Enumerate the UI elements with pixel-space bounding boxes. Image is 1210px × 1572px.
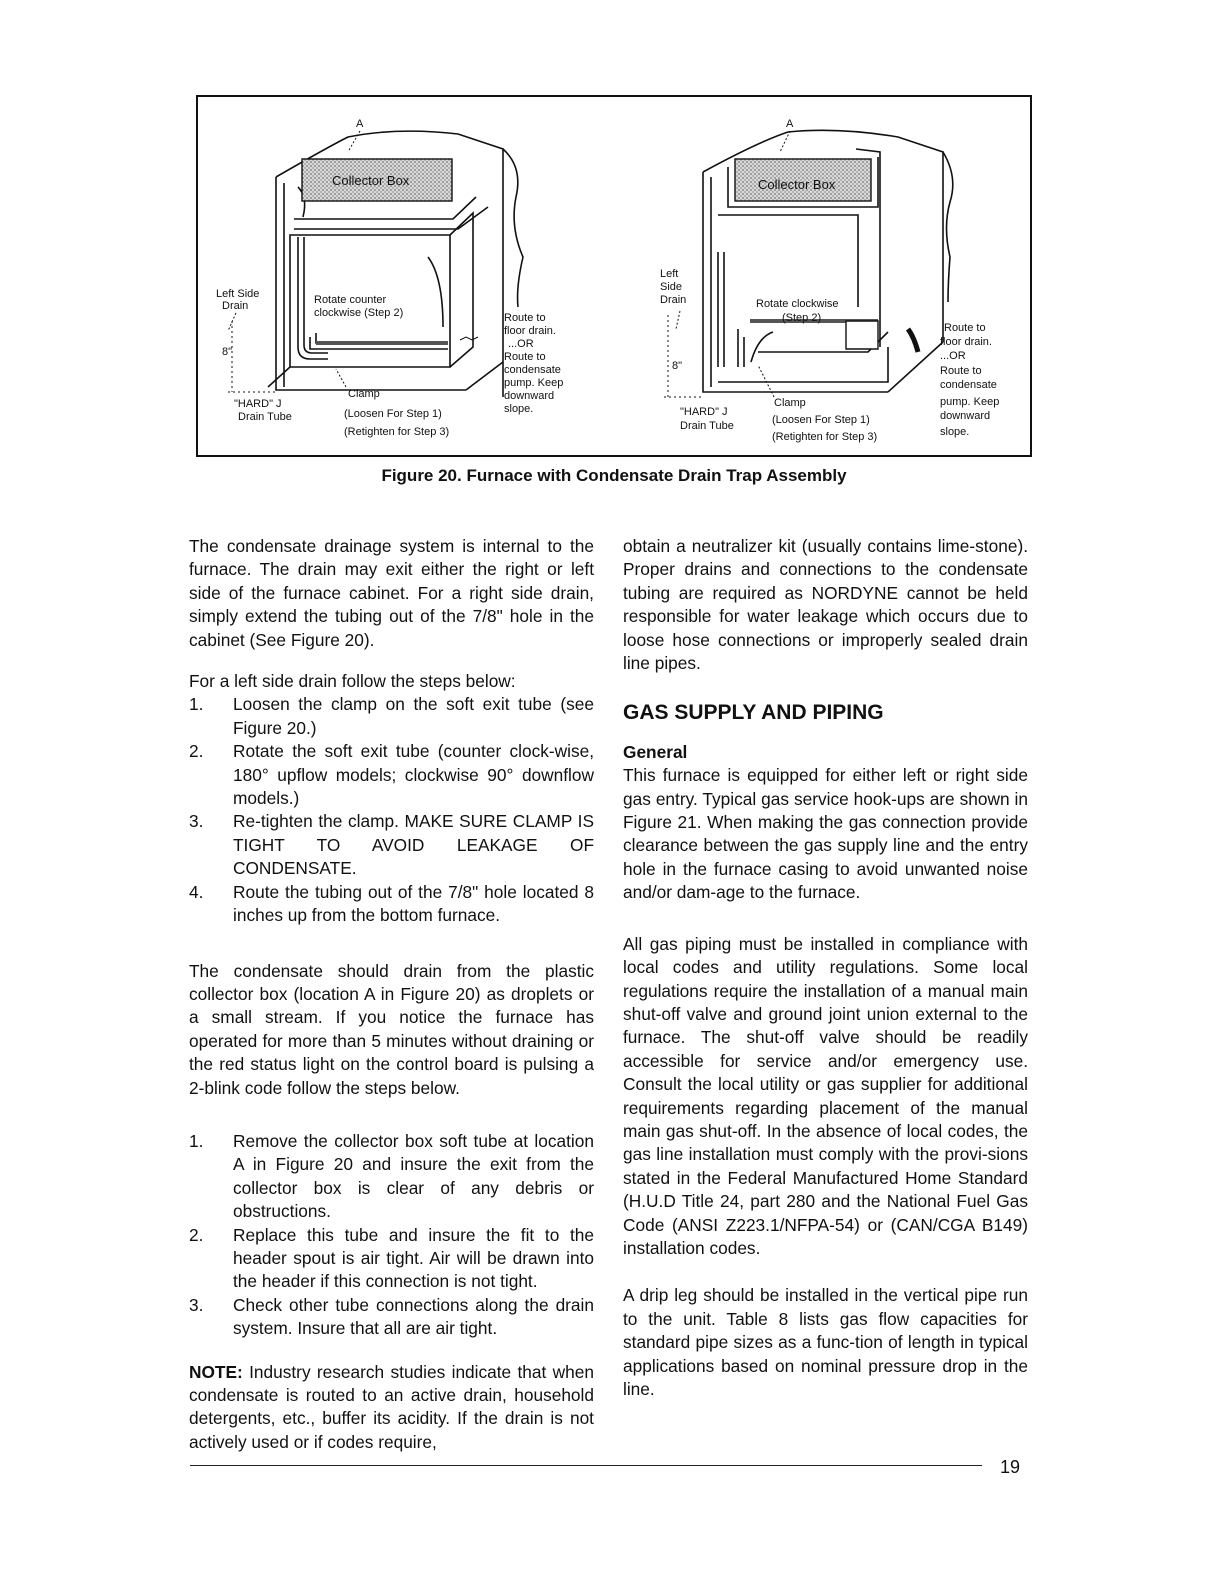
left-route-l7: downward <box>504 390 555 402</box>
left-clamp-l3: (Retighten for Step 3) <box>344 426 450 438</box>
list-item <box>189 1130 594 1224</box>
right-route-l7: downward <box>940 410 991 422</box>
right-route-l2: floor drain. <box>940 336 992 348</box>
left-route-l2: floor drain. <box>504 325 556 337</box>
condensate-paragraph: The condensate should drain from the plastic collector box (location A in Figure 20) as droplets or a small stream. If you notice the furnace has operated for more than 5 minutes without draining or the red status light on the control board is pulsing a 2-blink code follow the steps below. <box>189 960 594 1098</box>
section-heading: GAS SUPPLY AND PIPING <box>623 701 884 725</box>
right-side-drain-l3: Drain <box>660 294 687 306</box>
right-side-drain-l2: Side <box>660 281 683 293</box>
right-drain-tube-l1: "HARD" J <box>680 406 728 418</box>
left-point-a: A <box>356 118 364 130</box>
left-route-l1: Route to <box>504 312 546 324</box>
continued-paragraph: obtain a neutralizer kit (usually contains lime-stone). Proper drains and connections to the condensate tubing are required as NORDYNE cannot be held responsible for water leakage which occurs due to loose hose connections or improperly sealed drain line pipes. <box>623 536 1028 674</box>
step-number: 1. <box>189 694 204 715</box>
left-drain-tube-l2: Drain Tube <box>238 411 292 423</box>
step-number: 2. <box>189 1224 204 1245</box>
left-column <box>189 535 594 1454</box>
left-clamp-l2: (Loosen For Step 1) <box>344 408 442 420</box>
right-clamp-l2: (Loosen For Step 1) <box>772 414 870 426</box>
right-route-l4: Route to <box>940 365 982 377</box>
right-route-l8: slope. <box>940 426 970 438</box>
footer-rule <box>190 1465 982 1466</box>
general-paragraph: This furnace is equipped for either left or right side gas entry. Typical gas service hook-ups are shown in Figure 21. When making the gas connection provide clearance between the gas supply line and the entry hole in the furnace casing to avoid unwanted noise and/or dam-age to the furnace. <box>623 765 1028 903</box>
left-rotate-l2: clockwise (Step 2) <box>314 307 404 319</box>
page-number: 19 <box>1000 1457 1021 1477</box>
right-column <box>623 535 1028 1401</box>
intro-paragraph: The condensate drainage system is internal to the furnace. The drain may exit either the right or left side of the furnace cabinet. For a right side drain, simply extend the tubing out of the 7/8" hole in the cabinet (See Figure 20). <box>189 536 594 650</box>
steps-intro: For a left side drain follow the steps below: <box>189 671 516 692</box>
step-text: Rotate the soft exit tube (counter clock-wise, 180° upflow models; clockwise 90° downflow models.) <box>233 741 594 809</box>
troubleshoot-steps <box>189 1130 594 1341</box>
note-text: Industry research studies indicate that when condensate is routed to an active drain, household detergents, etc., buffer its acidity. If the drain is not actively used or if codes require, <box>189 1361 594 1452</box>
figure-20 <box>196 95 1032 457</box>
right-clamp-l3: (Retighten for Step 3) <box>772 431 878 443</box>
step-number: 4. <box>189 881 204 902</box>
left-collector-label: Collector Box <box>332 173 410 188</box>
piping-paragraph: All gas piping must be installed in compliance with local codes and utility regulations. Some local regulations require the installation of a manual main shut-off valve and ground joint union external to the furnace. The shut-off valve should be readily accessible for service and/or emergency use. Consult the local utility or gas supplier for additional requirements regarding placement of the manual main gas shut-off. In the absence of local codes, the gas line installation must comply with the provi-sions stated in the Federal Manufactured Home Standard (H.U.D Title 24, part 280 and the National Fuel Gas Code (ANSI Z223.1/NFPA-54) or (CAN/CGA B149) installation codes. <box>623 933 1028 1258</box>
note-label: NOTE: <box>189 1361 243 1382</box>
left-drain-steps <box>189 693 594 927</box>
subheading: General <box>623 741 688 762</box>
right-route-l1: Route to <box>944 322 986 334</box>
step-text: Replace this tube and insure the fit to the header spout is air tight. Air will be drawn into the header if this connection is not tight. <box>233 1224 594 1292</box>
left-route-l3: ...OR <box>508 338 534 350</box>
left-drain-tube-l1: "HARD" J <box>234 398 282 410</box>
step-text: Loosen the clamp on the soft exit tube (see Figure 20.) <box>233 694 594 738</box>
left-route-l8: slope. <box>504 403 534 415</box>
right-point-a: A <box>786 118 794 130</box>
left-route-l4: Route to <box>504 351 546 363</box>
drip-leg-paragraph: A drip leg should be installed in the vertical pipe run to the unit. Table 8 lists gas flow capacities for standard pipe sizes as a func-tion of length in typical applications based on nominal pressure drop in the line. <box>623 1285 1028 1399</box>
list-item <box>189 693 594 740</box>
step-number: 2. <box>189 741 204 762</box>
left-route-l6: pump. Keep <box>504 377 564 389</box>
list-item <box>189 1294 594 1341</box>
step-number: 3. <box>189 1294 204 1315</box>
left-side-drain-l2: Drain <box>222 300 249 312</box>
furnace-diagram <box>198 97 1034 459</box>
right-route-l6: pump. Keep <box>940 396 1000 408</box>
step-text: Check other tube connections along the drain system. Insure that all are air tight. <box>233 1294 594 1339</box>
right-dimension: 8" <box>672 360 683 372</box>
right-rotate-l2: (Step 2) <box>782 312 822 324</box>
step-text: Remove the collector box soft tube at location A in Figure 20 and insure the exit from the collector box is clear of any debris or obstructions. <box>233 1130 594 1222</box>
step-number: 1. <box>189 1130 204 1151</box>
right-side-drain-l1: Left <box>660 268 679 280</box>
left-rotate-l1: Rotate counter <box>314 294 387 306</box>
left-route-l5: condensate <box>504 364 561 376</box>
step-text: Route the tubing out of the 7/8" hole located 8 inches up from the bottom furnace. <box>233 881 594 926</box>
left-dimension: 8" <box>222 346 233 358</box>
right-route-l3: ...OR <box>940 350 966 362</box>
list-item <box>189 740 594 810</box>
note-paragraph <box>189 1361 594 1455</box>
list-item <box>189 1224 594 1294</box>
step-text: Re-tighten the clamp. MAKE SURE CLAMP IS TIGHT TO AVOID LEAKAGE OF CONDENSATE. <box>233 811 594 879</box>
right-rotate-l1: Rotate clockwise <box>756 298 839 310</box>
left-side-drain-l1: Left Side <box>216 288 260 300</box>
figure-caption: Figure 20. Furnace with Condensate Drain Trap Assembly <box>381 466 847 485</box>
step-number: 3. <box>189 811 204 832</box>
list-item <box>189 810 594 880</box>
left-clamp-l1: Clamp <box>348 388 380 400</box>
right-drain-tube-l2: Drain Tube <box>680 420 734 432</box>
right-route-l5: condensate <box>940 379 997 391</box>
right-clamp-l1: Clamp <box>774 397 806 409</box>
list-item <box>189 881 594 928</box>
right-collector-label: Collector Box <box>758 177 836 192</box>
